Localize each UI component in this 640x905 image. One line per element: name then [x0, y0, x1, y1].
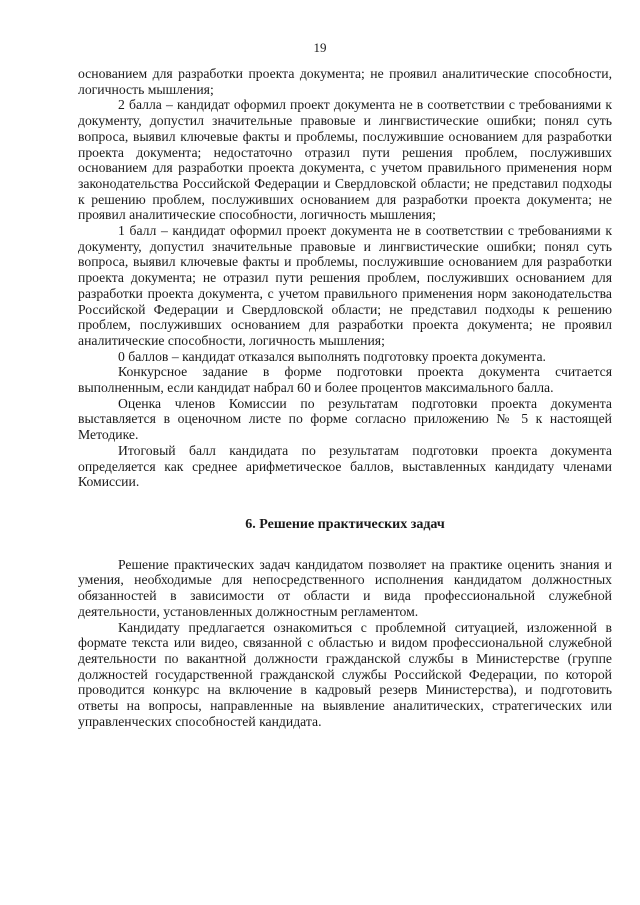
page-number: 19: [313, 40, 327, 55]
paragraph-evaluation-sheet: Оценка членов Комиссии по результатам подготовки проекта документа выставляется в оценочном листе по форме согласно приложению № 5 к настоящей Методике.: [78, 395, 612, 443]
paragraph-score-2: 2 балла – кандидат оформил проект документа не в соответствии с требованиями к документу, допустил значительные правовые и лингвистические ошибки; понял суть вопроса, выявил ключевые факты и проблемы, послужившие основанием для разработки проекта документа; недостаточно отразил пути решения проблем, послуживших основанием для разработки проекта документа, с учетом правильного применения норм законодательства Российской Федерации и Свердловской области; не представил подходы к решению проблем, послуживших основанием для разработки проекта документа; не проявил аналитические способности, логичность мышления;: [78, 97, 612, 223]
paragraph-score-0: 0 баллов – кандидат отказался выполнять подготовку проекта документа.: [118, 348, 546, 364]
paragraph-pass-threshold: Конкурсное задание в форме подготовки проекта документа считается выполненным, если кандидат набрал 60 и более процентов максимального балла.: [78, 364, 612, 396]
paragraph-continuation: основанием для разработки проекта документа; не проявил аналитические способности, логичность мышления;: [78, 66, 612, 97]
paragraph-practical-tasks-intro: Решение практических задач кандидатом позволяет на практике оценить знания и умения, необходимые для непосредственного исполнения кандидатом должностных обязанностей в зависимости от области и вида профессиональной служебной деятельности, установленных должностным регламентом.: [78, 556, 612, 619]
document-body: [78, 66, 612, 729]
paragraph-score-1: 1 балл – кандидат оформил проект документа не в соответствии с требованиями к документу, допустил значительные правовые и лингвистические ошибки; понял суть вопроса, выявил ключевые факты и проблемы, послужившие основанием для разработки проекта документа; не отразил пути решения проблем, послуживших основанием для разработки проекта документа, с учетом правильного применения норм законодательства Российской Федерации и Свердловской области; не представил подходы к решению проблем, послуживших основанием для разработки проекта документа; не проявил аналитические способности, логичность мышления;: [78, 223, 612, 348]
section-heading: 6. Решение практических задач: [245, 516, 445, 532]
paragraph-final-score: Итоговый балл кандидата по результатам подготовки проекта документа определяется как среднее арифметическое баллов, выставленных кандидату членами Комиссии.: [78, 442, 612, 490]
paragraph-practical-tasks-description: Кандидату предлагается ознакомиться с проблемной ситуацией, изложенной в формате текста или видео, связанной с областью и видом профессиональной служебной деятельности по вакантной должности гражданской службы в Министерстве (группе должностей государственной гражданской службы Российской Федерации, по которой проводится конкурс на включение в кадровый резерв Министерства), и подготовить ответы на вопросы, направленные на выявление аналитических, стратегических или управленческих способностей кандидата.: [78, 619, 612, 729]
